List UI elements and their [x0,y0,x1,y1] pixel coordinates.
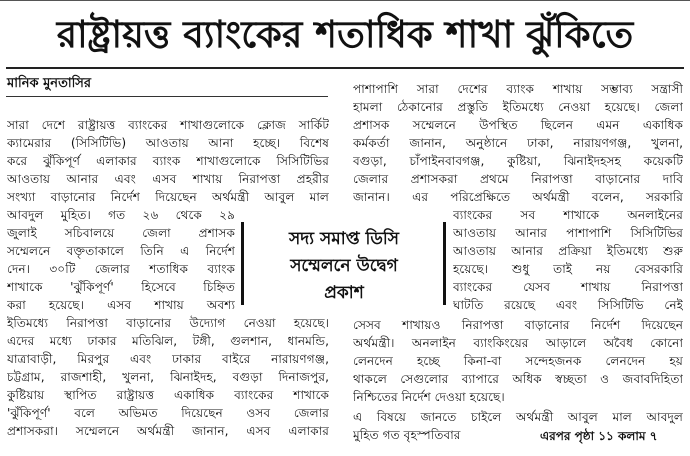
body-line: মুহিত গত বৃহস্পতিবার [353,428,461,442]
body-line: প্রশাসক সম্মেলনে উপস্থিত ছিলেন এমন একাধিক [353,118,683,132]
top-border [0,0,690,1]
pull-quote-line: সম্মেলনে উদ্বেগ [290,256,398,276]
body-line: আওতায় আনার এবং এসব শাখায় নিরাপত্তা প্রহরীর [7,172,329,186]
body-line: আবদুল মুহিত। গত ২৬ থেকে ২৯ [7,208,235,222]
body-line: চট্টগ্রাম, রাজশাহী, খুলনা, ঝিনাইদহ, বগুড়া দিনাজপুর, [7,370,329,384]
body-line: কর্মকর্তা জানান, অনুষ্ঠানে ঢাকা, নারায়ণগঞ্জ, খুলনা, [353,136,683,150]
pull-quote-line: সদ্য সমাপ্ত ডিসি [289,229,399,249]
body-line: এদের মধ্যে ঢাকার মতিঝিল, টঙ্গী, গুলশান, ধানমন্ডি, [7,334,329,348]
body-line: লেনদেন হচ্ছে কিনা-বা সন্দেহজনক লেনদেন হয় [353,354,683,368]
body-line: যাত্রাবাড়ী, মিরপুর এবং ঢাকার বাইরে নারায়ণগঞ্জ, [7,352,329,366]
body-line: ব্যাংকের সব শাখাকে অনলাইনের [453,208,683,222]
continuation-note: এরপর পৃষ্ঠা ১১ কলাম ৭ [540,429,658,443]
pull-quote-line: প্রকাশ [324,283,364,303]
body-line: দেন। ৩০টি জেলার শতাধিক ব্যাংক [7,262,235,276]
body-line: ইতিমধ্যে নিরাপত্তা বাড়ানোর উদ্যোগ নেওয়া হয়েছে। [7,316,329,330]
body-line: এ বিষয়ে জানতে চাইলে অর্থমন্ত্রী আবুল মাল আবদুল [353,410,683,424]
body-line: সম্মেলনে বক্তৃতাকালে তিনি এ নির্দেশ [7,244,235,258]
body-line: বগুড়া, চাঁপাইনবাবগঞ্জ, কুষ্টিয়া, ঝিনাইদহসহ কয়েকটি [353,154,683,168]
byline: মানিক মুনতাসির [7,76,92,91]
body-line: জানান। এর পরিপ্রেক্ষিতে অর্থমন্ত্রী বলেন, সরকারি [353,190,683,204]
byline-rule [6,96,328,97]
body-line: সেসব শাখায়ও নিরাপত্তা বাড়ানোর নির্দেশ দিয়েছেন [353,318,683,332]
body-line: ব্যাংকের যেসব শাখায় নিরাপত্তা [453,280,683,294]
body-line: ঘাটতি রয়েছে এবং সিসিটিভি নেই [453,298,683,312]
body-line: প্রশাসকরা। সম্মেলনে অর্থমন্ত্রী জানান, এসব এলাকার [7,424,329,438]
body-line: আওতায় আনার পাশাপাশি সিসিটিভির [453,226,683,240]
body-line: করে ঝুঁকিপূর্ণ এলাকার ব্যাংক শাখাগুলোকে সিসিটিভির [7,154,329,168]
body-line: সংখ্যা বাড়ানোর নির্দেশ দিয়েছেন অর্থমন্ত্রী আবুল মাল [7,190,329,204]
body-line: 'ঝুঁকিপূর্ণ' বলে অভিমত দিয়েছেন ওসব জেলার [7,406,329,420]
pull-quote-bar-left [241,222,244,305]
body-line: কুষ্টিয়ায় স্থাপিত রাষ্ট্রায়ত্ত একাধিক ব্যাংকের শাখাকে [7,388,329,402]
body-line: ক্যামেরার (সিসিটিভি) আওতায় আনা হচ্ছে। বিশেষ [7,136,329,150]
pull-quote [250,226,438,307]
body-line: জুলাই সচিবালয়ে জেলা প্রশাসক [7,226,235,240]
headline: রাষ্ট্রায়ত্ত ব্যাংকের শতাধিক শাখা ঝুঁকিতে [56,12,634,56]
headline-rule [6,67,684,69]
body-line: থাকলে সেগুলোর ব্যাপারে অধিক স্বচ্ছতা ও জবাবদিহিতা [353,372,683,386]
pull-quote-bar-right [443,222,446,305]
body-line: অর্থমন্ত্রী। অনলাইন ব্যাংকিংয়ের আড়ালে অবৈধ কোনো [353,336,683,350]
body-line: হয়েছে। শুধু তাই নয় বেসরকারি [453,262,683,276]
body-line: পাশাপাশি সারা দেশের ব্যাংক শাখায় সম্ভাব্য সন্ত্রাসী [353,82,683,96]
body-line: আওতায় আনার প্রক্রিয়া ইতিমধ্যে শুরু [453,244,683,258]
body-line: সারা দেশে রাষ্ট্রায়ত্ত ব্যাংকের শাখাগুলোকে ক্লোজ সার্কিট [7,118,329,132]
body-line: জেলার প্রশাসকরা প্রথমে নিরাপত্তা বাড়ানোর দাবি [353,172,683,186]
body-line: নিশ্চিতের নির্দেশ দেওয়া হয়েছে। [353,390,505,404]
body-line: হামলা ঠেকানোর প্রস্তুতি ইতিমধ্যে নেওয়া হয়েছে। জেলা [353,100,683,114]
body-line: করা হয়েছে। এসব শাখায় অবশ্য [7,298,235,312]
body-line: শাখাকে 'ঝুঁকিপূর্ণ' হিসেবে চিহ্নিত [7,280,235,294]
